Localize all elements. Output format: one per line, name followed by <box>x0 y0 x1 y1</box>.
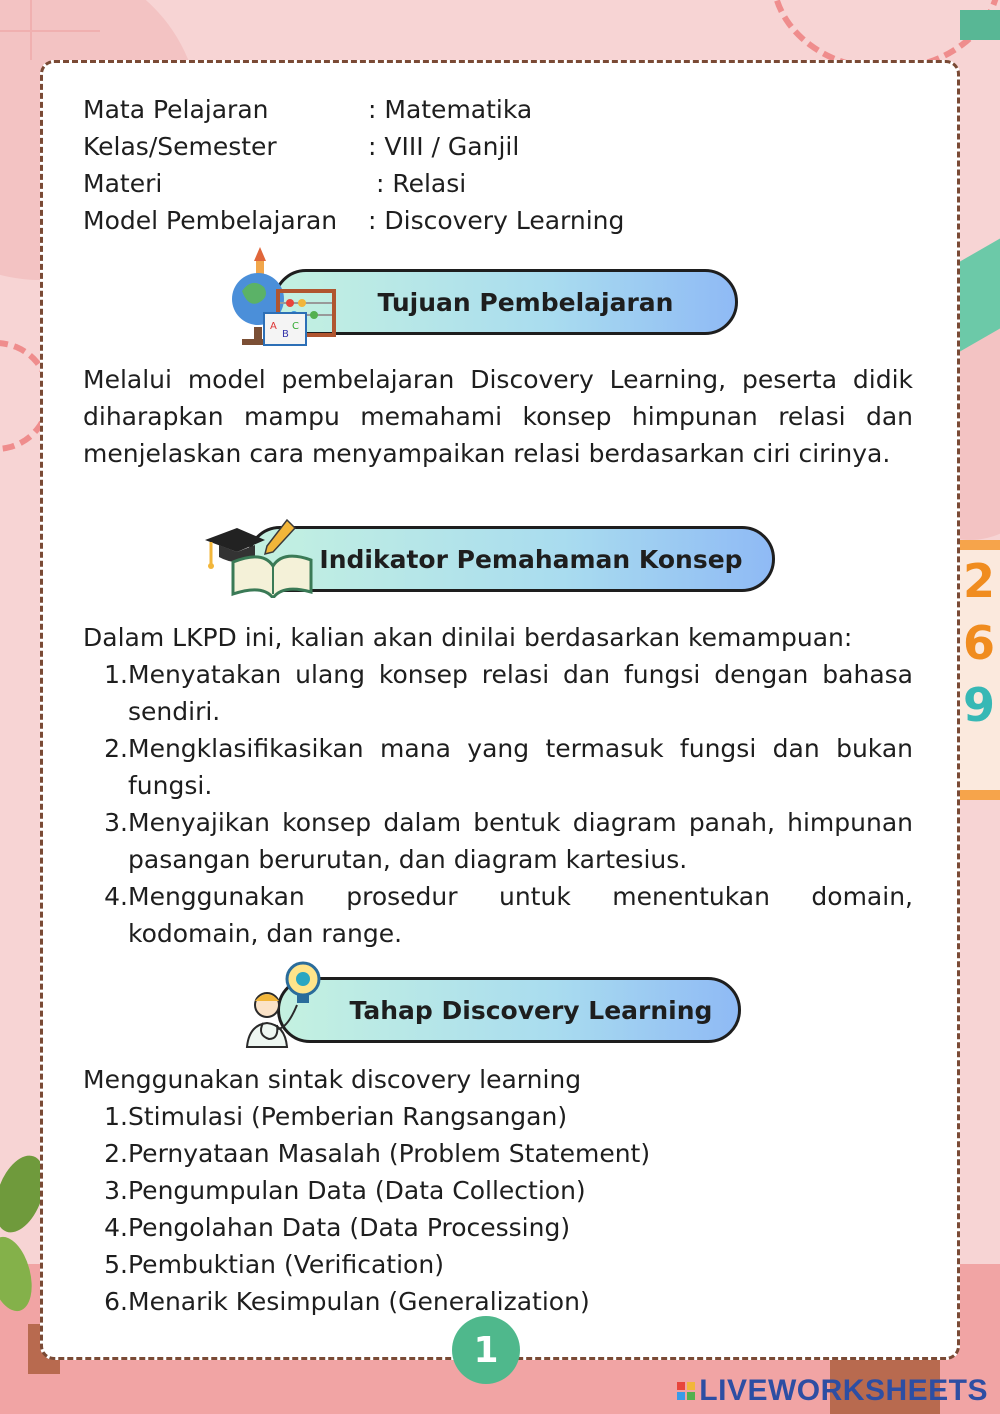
ruler-decoration <box>960 10 1000 40</box>
abacus-decoration: 2 6 9 <box>960 540 1000 800</box>
tahap-list <box>83 1098 913 1320</box>
info-row <box>83 202 624 239</box>
list-number: 4. <box>104 882 128 911</box>
indikator-heading <box>203 526 777 598</box>
info-label: Mata Pelajaran <box>83 95 269 124</box>
list-number: 1. <box>104 660 128 689</box>
list-item <box>83 1283 913 1320</box>
list-text: Menyatakan ulang konsep relasi dan fungsi dengan bahasa sendiri. <box>128 660 913 726</box>
list-text: Menyajikan konsep dalam bentuk diagram panah, himpunan pasangan berurutan, dan diagram kartesius. <box>128 808 913 874</box>
info-value: : VIII / Ganjil <box>368 132 520 161</box>
page-number-badge: 1 <box>452 1316 520 1384</box>
info-row <box>83 128 624 165</box>
brand-logo-icon <box>677 1382 695 1400</box>
list-text: Menggunakan prosedur untuk menentukan domain, kodomain, dan range. <box>128 882 913 948</box>
list-item <box>83 878 913 952</box>
tahap-heading <box>241 977 743 1049</box>
info-table <box>83 91 624 239</box>
list-text: Stimulasi (Pemberian Rangsangan) <box>128 1102 568 1131</box>
list-number: 2. <box>104 734 128 763</box>
info-value: : Discovery Learning <box>368 206 625 235</box>
section-title: Tujuan Pembelajaran <box>377 287 674 317</box>
list-number: 6. <box>104 1287 128 1316</box>
list-number: 2. <box>104 1139 128 1168</box>
list-text: Pembuktian (Verification) <box>128 1250 444 1279</box>
svg-text:B: B <box>282 329 289 340</box>
list-item <box>83 1209 913 1246</box>
list-number: 1. <box>104 1102 128 1131</box>
list-text: Pengumpulan Data (Data Collection) <box>128 1176 586 1205</box>
info-label: Model Pembelajaran <box>83 206 338 235</box>
heading-pill <box>247 526 775 592</box>
tahap-intro: Menggunakan sintak discovery learning <box>83 1065 582 1094</box>
section-title: Indikator Pemahaman Konsep <box>319 544 743 574</box>
info-value: : Relasi <box>368 169 467 198</box>
svg-text:A: A <box>270 321 277 332</box>
list-text: Mengklasifikasikan mana yang termasuk fungsi dan bukan fungsi. <box>128 734 913 800</box>
heading-pill <box>277 977 741 1043</box>
info-row <box>83 165 624 202</box>
info-value: : Matematika <box>368 95 533 124</box>
graduation-book-icon <box>203 518 313 598</box>
heading-pill <box>273 269 738 335</box>
brand-footer[interactable] <box>677 1374 988 1408</box>
list-item <box>83 1246 913 1283</box>
list-item <box>83 1172 913 1209</box>
list-number: 4. <box>104 1213 128 1242</box>
list-item <box>83 730 913 804</box>
worksheet-card <box>40 60 960 1360</box>
list-item <box>83 1098 913 1135</box>
list-text: Menarik Kesimpulan (Generalization) <box>128 1287 590 1316</box>
section-title: Tahap Discovery Learning <box>349 995 713 1025</box>
list-text: Pengolahan Data (Data Processing) <box>128 1213 571 1242</box>
info-label: Kelas/Semester <box>83 132 277 161</box>
list-item <box>83 1135 913 1172</box>
list-number: 3. <box>104 808 128 837</box>
list-number: 5. <box>104 1250 128 1279</box>
brand-name: LIVEWORKSHEETS <box>699 1374 988 1407</box>
indikator-list <box>83 656 913 952</box>
list-text: Pernyataan Masalah (Problem Statement) <box>128 1139 651 1168</box>
info-label: Materi <box>83 169 163 198</box>
lightbulb-person-icon <box>241 959 331 1049</box>
background-grid-line <box>0 30 100 32</box>
tujuan-heading <box>228 269 743 341</box>
tujuan-paragraph: Melalui model pembelajaran Discovery Learning, peserta didik diharapkan mampu memahami konsep himpunan relasi dan menjelaskan cara menyampaikan relasi berdasarkan ciri cirinya. <box>83 365 913 468</box>
svg-text:C: C <box>292 321 299 332</box>
list-item <box>83 804 913 878</box>
list-number: 3. <box>104 1176 128 1205</box>
list-item <box>83 656 913 730</box>
indikator-intro: Dalam LKPD ini, kalian akan dinilai berdasarkan kemampuan: <box>83 623 853 652</box>
globe-abacus-icon <box>228 241 338 351</box>
info-row <box>83 91 624 128</box>
